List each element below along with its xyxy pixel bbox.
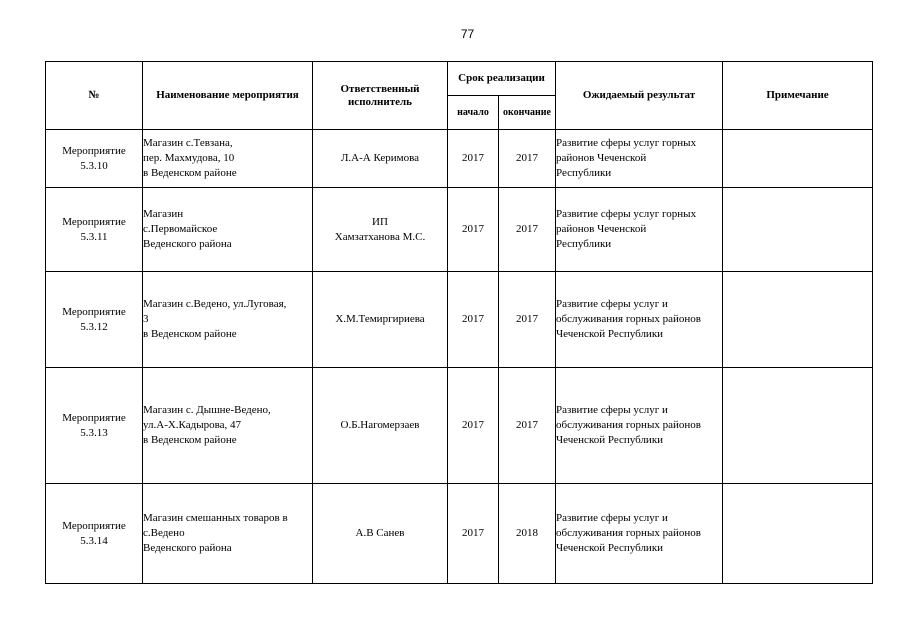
cell-name-line: Магазин с.Тевзана, xyxy=(143,137,233,149)
cell-note xyxy=(723,368,873,484)
cell-responsible xyxy=(313,188,448,272)
cell-end: 2017 xyxy=(499,188,556,272)
cell-num: Мероприятие 5.3.12 xyxy=(46,272,143,368)
cell-start: 2017 xyxy=(448,130,499,188)
cell-name-line: Веденского района xyxy=(143,238,232,250)
cell-name xyxy=(143,368,313,484)
cell-start: 2017 xyxy=(448,484,499,584)
cell-note xyxy=(723,484,873,584)
cell-result-line: Чеченской Республики xyxy=(556,434,664,446)
cell-result-line: Республики xyxy=(556,238,612,250)
cell-name xyxy=(143,272,313,368)
cell-note xyxy=(723,272,873,368)
cell-responsible xyxy=(313,130,448,188)
cell-result-line: Развитие сферы услуг горных xyxy=(556,137,697,149)
cell-name-line: Магазин с.Ведено, ул.Луговая, xyxy=(143,298,287,310)
cell-responsible-line: Л.А-А Керимова xyxy=(340,152,420,164)
cell-end: 2017 xyxy=(499,272,556,368)
cell-start: 2017 xyxy=(448,188,499,272)
cell-name-line: 3 xyxy=(143,313,149,325)
cell-name-line: в Веденском районе xyxy=(143,328,237,340)
header-responsible: Ответственный исполнитель xyxy=(313,62,448,130)
cell-name-line: пер. Махмудова, 10 xyxy=(143,152,235,164)
cell-note xyxy=(723,188,873,272)
table-row xyxy=(46,272,873,368)
cell-name xyxy=(143,188,313,272)
cell-result-line: Развитие сферы услуг горных xyxy=(556,208,697,220)
cell-result-line: Развитие сферы услуг и xyxy=(556,512,668,524)
cell-name-line: Веденского района xyxy=(143,542,232,554)
page-number: 77 xyxy=(460,27,475,41)
cell-name-line: ул.А-Х.Кадырова, 47 xyxy=(143,419,242,431)
header-num: № xyxy=(46,62,143,130)
cell-name xyxy=(143,484,313,584)
cell-end: 2018 xyxy=(499,484,556,584)
cell-result-line: Развитие сферы услуг и xyxy=(556,404,668,416)
cell-name-line: Магазин смешанных товаров в xyxy=(143,512,288,524)
cell-responsible-line: ИП xyxy=(372,215,388,228)
cell-name-line: с.Ведено xyxy=(143,527,185,539)
cell-result xyxy=(556,130,723,188)
cell-result xyxy=(556,368,723,484)
header-name: Наименование мероприятия xyxy=(143,62,313,130)
cell-result xyxy=(556,484,723,584)
cell-responsible xyxy=(313,272,448,368)
cell-responsible-line: А.В Санев xyxy=(355,527,405,539)
cell-responsible-line: О.Б.Нагомерзаев xyxy=(340,419,420,431)
cell-responsible-line: Х.М.Темиргириева xyxy=(335,313,425,325)
cell-num: Мероприятие 5.3.11 xyxy=(46,188,143,272)
cell-result-line: Развитие сферы услуг и xyxy=(556,298,668,310)
cell-name-line: Магазин с. Дышне-Ведено, xyxy=(143,404,271,416)
cell-name-line: с.Первомайское xyxy=(143,223,218,235)
cell-result-line: обслуживания горных районов xyxy=(556,313,701,325)
cell-result-line: обслуживания горных районов xyxy=(556,527,701,539)
measures-table xyxy=(45,61,873,584)
header-term: Срок реализации xyxy=(448,62,556,96)
cell-num: Мероприятие 5.3.14 xyxy=(46,484,143,584)
cell-result-line: Чеченской Республики xyxy=(556,542,664,554)
cell-responsible xyxy=(313,368,448,484)
cell-name-line: Магазин xyxy=(143,208,184,220)
header-end: окончание xyxy=(499,96,556,130)
cell-end: 2017 xyxy=(499,368,556,484)
cell-result-line: обслуживания горных районов xyxy=(556,419,701,431)
cell-responsible-line: Хамзатханова М.С. xyxy=(334,230,426,243)
cell-note xyxy=(723,130,873,188)
header-note: Примечание xyxy=(723,62,873,130)
table-row xyxy=(46,484,873,584)
cell-start: 2017 xyxy=(448,368,499,484)
cell-responsible xyxy=(313,484,448,584)
table-row xyxy=(46,188,873,272)
cell-start: 2017 xyxy=(448,272,499,368)
cell-result xyxy=(556,188,723,272)
cell-result-line: районов Чеченской xyxy=(556,152,647,164)
table-row xyxy=(46,368,873,484)
header-start: начало xyxy=(448,96,499,130)
cell-result-line: районов Чеченской xyxy=(556,223,647,235)
cell-name xyxy=(143,130,313,188)
cell-result-line: Республики xyxy=(556,167,612,179)
cell-num: Мероприятие 5.3.10 xyxy=(46,130,143,188)
cell-end: 2017 xyxy=(499,130,556,188)
header-result: Ожидаемый результат xyxy=(556,62,723,130)
table-row xyxy=(46,130,873,188)
cell-num: Мероприятие 5.3.13 xyxy=(46,368,143,484)
cell-name-line: в Веденском районе xyxy=(143,434,237,446)
cell-name-line: в Веденском районе xyxy=(143,167,237,179)
cell-result-line: Чеченской Республики xyxy=(556,328,664,340)
cell-result xyxy=(556,272,723,368)
header-row-1 xyxy=(46,62,873,96)
